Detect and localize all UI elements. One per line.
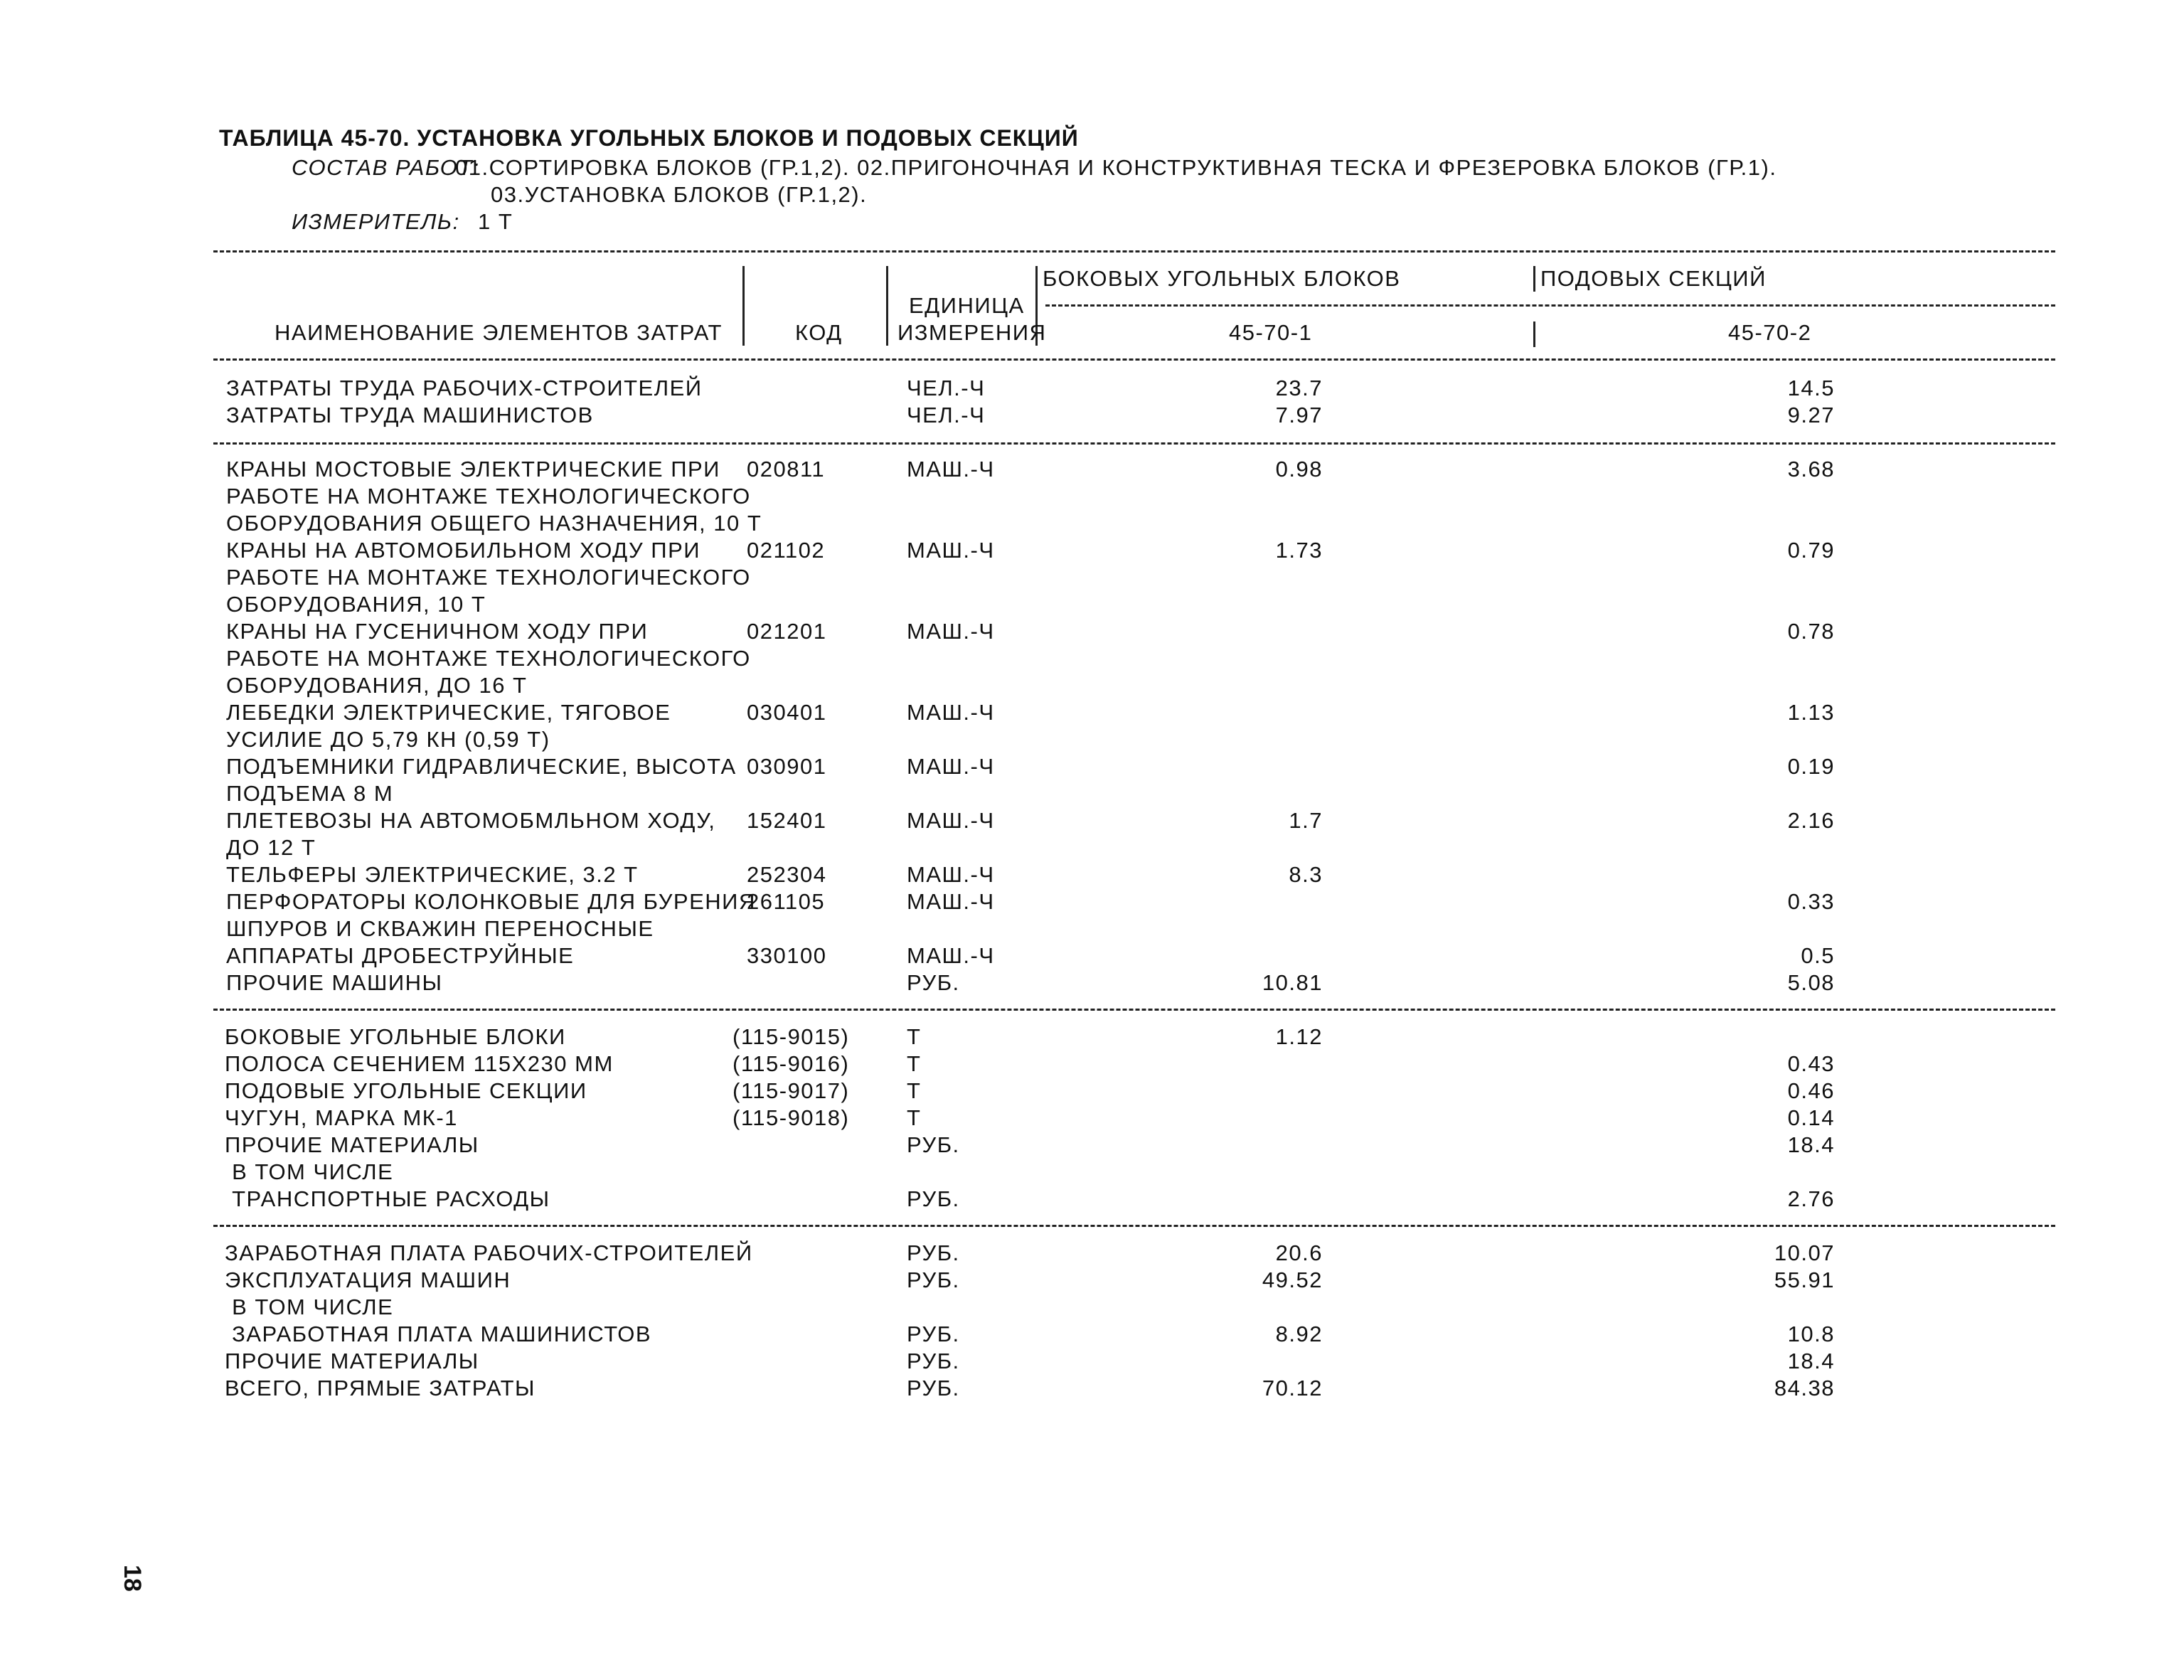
machine-9-unit: МАШ.-Ч bbox=[907, 943, 995, 968]
total-1-name: ЗАРАБОТНАЯ ПЛАТА РАБОЧИХ-СТРОИТЕЛЕЙ bbox=[225, 1240, 753, 1265]
machine-4-v2: 1.13 bbox=[1787, 700, 1835, 725]
machine-2-v1: 1.73 bbox=[1275, 538, 1323, 563]
total-3-name: В ТОМ ЧИСЛЕ bbox=[225, 1294, 394, 1319]
total-6-unit: РУБ. bbox=[907, 1376, 960, 1400]
machine-3-line-3: ОБОРУДОВАНИЯ, ДО 16 Т bbox=[226, 673, 528, 698]
material-2-unit: Т bbox=[907, 1051, 922, 1076]
total-1-v1: 20.6 bbox=[1275, 1240, 1323, 1265]
machine-2-line-3: ОБОРУДОВАНИЯ, 10 Т bbox=[226, 592, 486, 617]
machine-6-v1: 1.7 bbox=[1289, 808, 1323, 833]
separator-header-bottom bbox=[213, 358, 2055, 361]
machine-5-line-2: ПОДЪЕМА 8 М bbox=[226, 781, 394, 806]
machine-6-code: 152401 bbox=[747, 808, 827, 833]
header-divider-1 bbox=[742, 266, 745, 346]
header-divider-2 bbox=[886, 266, 888, 346]
material-2-code: (115-9016) bbox=[733, 1051, 850, 1076]
machine-10-line-1: ПРОЧИЕ МАШИНЫ bbox=[226, 970, 443, 995]
machine-2-v2: 0.79 bbox=[1787, 538, 1835, 563]
header-divider-5 bbox=[1533, 321, 1535, 347]
total-6-v1: 70.12 bbox=[1262, 1376, 1323, 1400]
work-line-1: 01.СОРТИРОВКА БЛОКОВ (ГР.1,2). 02.ПРИГОНОЧНАЯ И КОНСТРУКТИВНАЯ ТЕСКА И ФРЕЗЕРОВКА БЛОКОВ (ГР.1). bbox=[455, 155, 1777, 180]
machine-6-line-2: ДО 12 Т bbox=[226, 835, 316, 860]
machine-7-code: 252304 bbox=[747, 862, 827, 887]
table-title: ТАБЛИЦА 45-70. УСТАНОВКА УГОЛЬНЫХ БЛОКОВ И ПОДОВЫХ СЕКЦИЙ bbox=[219, 125, 1079, 151]
machine-10-unit: РУБ. bbox=[907, 970, 960, 995]
total-4-v1: 8.92 bbox=[1275, 1322, 1323, 1346]
material-3-unit: Т bbox=[907, 1078, 922, 1103]
header-col-2: 45-70-2 bbox=[1728, 320, 1812, 345]
machine-5-v2: 0.19 bbox=[1787, 754, 1835, 779]
material-1-name: БОКОВЫЕ УГОЛЬНЫЕ БЛОКИ bbox=[225, 1024, 566, 1049]
material-4-unit: Т bbox=[907, 1105, 922, 1130]
labor-row-2-v2: 9.27 bbox=[1787, 403, 1835, 427]
machine-4-line-2: УСИЛИЕ ДО 5,79 КН (0,59 Т) bbox=[226, 727, 550, 752]
material-4-name: ЧУГУН, МАРКА МК-1 bbox=[225, 1105, 458, 1130]
separator-header-mid bbox=[1045, 304, 2055, 307]
machine-8-unit: МАШ.-Ч bbox=[907, 889, 995, 914]
header-divider-4 bbox=[1533, 266, 1535, 292]
material-7-unit: РУБ. bbox=[907, 1186, 960, 1211]
material-3-code: (115-9017) bbox=[733, 1078, 850, 1103]
header-col-1: 45-70-1 bbox=[1229, 320, 1313, 345]
total-4-v2: 10.8 bbox=[1787, 1322, 1835, 1346]
machine-9-line-1: АППАРАТЫ ДРОБЕСТРУЙНЫЕ bbox=[226, 943, 575, 968]
machine-5-unit: МАШ.-Ч bbox=[907, 754, 995, 779]
material-7-v2: 2.76 bbox=[1787, 1186, 1835, 1211]
material-4-v2: 0.14 bbox=[1787, 1105, 1835, 1130]
labor-row-1-v1: 23.7 bbox=[1275, 376, 1323, 400]
measure-label: ИЗМЕРИТЕЛЬ: bbox=[292, 209, 460, 234]
machine-1-line-1: КРАНЫ МОСТОВЫЕ ЭЛЕКТРИЧЕСКИЕ ПРИ bbox=[226, 457, 720, 482]
header-group-1: БОКОВЫХ УГОЛЬНЫХ БЛОКОВ bbox=[1043, 266, 1401, 291]
machine-8-code: 261105 bbox=[747, 889, 826, 914]
labor-row-1-unit: ЧЕЛ.-Ч bbox=[907, 376, 986, 400]
material-5-v2: 18.4 bbox=[1787, 1132, 1835, 1157]
machine-7-line-1: ТЕЛЬФЕРЫ ЭЛЕКТРИЧЕСКИЕ, 3.2 Т bbox=[226, 862, 639, 887]
machine-7-v1: 8.3 bbox=[1289, 862, 1323, 887]
material-1-unit: Т bbox=[907, 1024, 922, 1049]
machine-1-line-3: ОБОРУДОВАНИЯ ОБЩЕГО НАЗНАЧЕНИЯ, 10 Т bbox=[226, 511, 762, 536]
labor-row-2-v1: 7.97 bbox=[1275, 403, 1323, 427]
measure-value: 1 Т bbox=[478, 209, 513, 234]
machine-6-v2: 2.16 bbox=[1787, 808, 1835, 833]
total-2-unit: РУБ. bbox=[907, 1267, 960, 1292]
total-6-v2: 84.38 bbox=[1774, 1376, 1835, 1400]
work-label: СОСТАВ РАБОТ: bbox=[292, 155, 480, 180]
labor-row-2-unit: ЧЕЛ.-Ч bbox=[907, 403, 986, 427]
machine-3-line-2: РАБОТЕ НА МОНТАЖЕ ТЕХНОЛОГИЧЕСКОГО bbox=[226, 646, 751, 671]
material-2-v2: 0.43 bbox=[1787, 1051, 1835, 1076]
separator-materials bbox=[213, 1225, 2055, 1227]
machine-8-line-2: ШПУРОВ И СКВАЖИН ПЕРЕНОСНЫЕ bbox=[226, 916, 654, 941]
machine-10-v2: 5.08 bbox=[1787, 970, 1835, 995]
machine-1-v2: 3.68 bbox=[1787, 457, 1835, 482]
machine-3-v2: 0.78 bbox=[1787, 619, 1835, 644]
material-7-name: ТРАНСПОРТНЫЕ РАСХОДЫ bbox=[225, 1186, 550, 1211]
machine-9-code: 330100 bbox=[747, 943, 827, 968]
header-unit-bottom: ИЗМЕРЕНИЯ bbox=[897, 320, 1047, 345]
machine-7-unit: МАШ.-Ч bbox=[907, 862, 995, 887]
labor-row-1-v2: 14.5 bbox=[1787, 376, 1835, 400]
total-2-v1: 49.52 bbox=[1262, 1267, 1323, 1292]
header-name: НАИМЕНОВАНИЕ ЭЛЕМЕНТОВ ЗАТРАТ bbox=[275, 320, 723, 345]
machine-2-line-2: РАБОТЕ НА МОНТАЖЕ ТЕХНОЛОГИЧЕСКОГО bbox=[226, 565, 751, 590]
labor-row-1-name: ЗАТРАТЫ ТРУДА РАБОЧИХ-СТРОИТЕЛЕЙ bbox=[226, 376, 703, 400]
material-1-v1: 1.12 bbox=[1275, 1024, 1323, 1049]
material-5-unit: РУБ. bbox=[907, 1132, 960, 1157]
header-unit-top: ЕДИНИЦА bbox=[909, 293, 1025, 318]
total-4-unit: РУБ. bbox=[907, 1322, 960, 1346]
total-6-name: ВСЕГО, ПРЯМЫЕ ЗАТРАТЫ bbox=[225, 1376, 536, 1400]
machine-8-line-1: ПЕРФОРАТОРЫ КОЛОНКОВЫЕ ДЛЯ БУРЕНИЯ bbox=[226, 889, 756, 914]
machine-5-code: 030901 bbox=[747, 754, 827, 779]
machine-1-code: 020811 bbox=[747, 457, 826, 482]
separator-machines bbox=[213, 1009, 2055, 1011]
total-5-unit: РУБ. bbox=[907, 1349, 960, 1373]
material-1-code: (115-9015) bbox=[733, 1024, 850, 1049]
total-1-unit: РУБ. bbox=[907, 1240, 960, 1265]
machine-3-line-1: КРАНЫ НА ГУСЕНИЧНОМ ХОДУ ПРИ bbox=[226, 619, 649, 644]
machine-2-unit: МАШ.-Ч bbox=[907, 538, 995, 563]
machine-10-v1: 10.81 bbox=[1262, 970, 1323, 995]
machine-4-line-1: ЛЕБЕДКИ ЭЛЕКТРИЧЕСКИЕ, ТЯГОВОЕ bbox=[226, 700, 671, 725]
page-number: 18 bbox=[119, 1565, 146, 1592]
machine-2-code: 021102 bbox=[747, 538, 826, 563]
machine-1-v1: 0.98 bbox=[1275, 457, 1323, 482]
machine-8-v2: 0.33 bbox=[1787, 889, 1835, 914]
machine-3-unit: МАШ.-Ч bbox=[907, 619, 995, 644]
machine-4-unit: МАШ.-Ч bbox=[907, 700, 995, 725]
separator-labor bbox=[213, 442, 2055, 445]
material-5-name: ПРОЧИЕ МАТЕРИАЛЫ bbox=[225, 1132, 479, 1157]
total-5-v2: 18.4 bbox=[1787, 1349, 1835, 1373]
header-code: КОД bbox=[795, 320, 843, 345]
header-group-2: ПОДОВЫХ СЕКЦИЙ bbox=[1540, 266, 1767, 291]
machine-5-line-1: ПОДЪЕМНИКИ ГИДРАВЛИЧЕСКИЕ, ВЫСОТА bbox=[226, 754, 737, 779]
total-4-name: ЗАРАБОТНАЯ ПЛАТА МАШИНИСТОВ bbox=[225, 1322, 652, 1346]
work-line-2: 03.УСТАНОВКА БЛОКОВ (ГР.1,2). bbox=[491, 182, 868, 207]
material-3-v2: 0.46 bbox=[1787, 1078, 1835, 1103]
separator-top bbox=[213, 250, 2055, 252]
total-2-name: ЭКСПЛУАТАЦИЯ МАШИН bbox=[225, 1267, 511, 1292]
machine-1-unit: МАШ.-Ч bbox=[907, 457, 995, 482]
material-6-name: В ТОМ ЧИСЛЕ bbox=[225, 1159, 394, 1184]
machine-1-line-2: РАБОТЕ НА МОНТАЖЕ ТЕХНОЛОГИЧЕСКОГО bbox=[226, 484, 751, 509]
machine-9-v2: 0.5 bbox=[1801, 943, 1835, 968]
total-2-v2: 55.91 bbox=[1774, 1267, 1835, 1292]
material-4-code: (115-9018) bbox=[733, 1105, 850, 1130]
total-5-name: ПРОЧИЕ МАТЕРИАЛЫ bbox=[225, 1349, 479, 1373]
material-2-name: ПОЛОСА СЕЧЕНИЕМ 115Х230 ММ bbox=[225, 1051, 614, 1076]
machine-3-code: 021201 bbox=[747, 619, 827, 644]
labor-row-2-name: ЗАТРАТЫ ТРУДА МАШИНИСТОВ bbox=[226, 403, 594, 427]
material-3-name: ПОДОВЫЕ УГОЛЬНЫЕ СЕКЦИИ bbox=[225, 1078, 587, 1103]
machine-2-line-1: КРАНЫ НА АВТОМОБИЛЬНОМ ХОДУ ПРИ bbox=[226, 538, 701, 563]
machine-6-unit: МАШ.-Ч bbox=[907, 808, 995, 833]
machine-4-code: 030401 bbox=[747, 700, 827, 725]
machine-6-line-1: ПЛЕТЕВОЗЫ НА АВТОМОБМЛЬНОМ ХОДУ, bbox=[226, 808, 716, 833]
total-1-v2: 10.07 bbox=[1774, 1240, 1835, 1265]
